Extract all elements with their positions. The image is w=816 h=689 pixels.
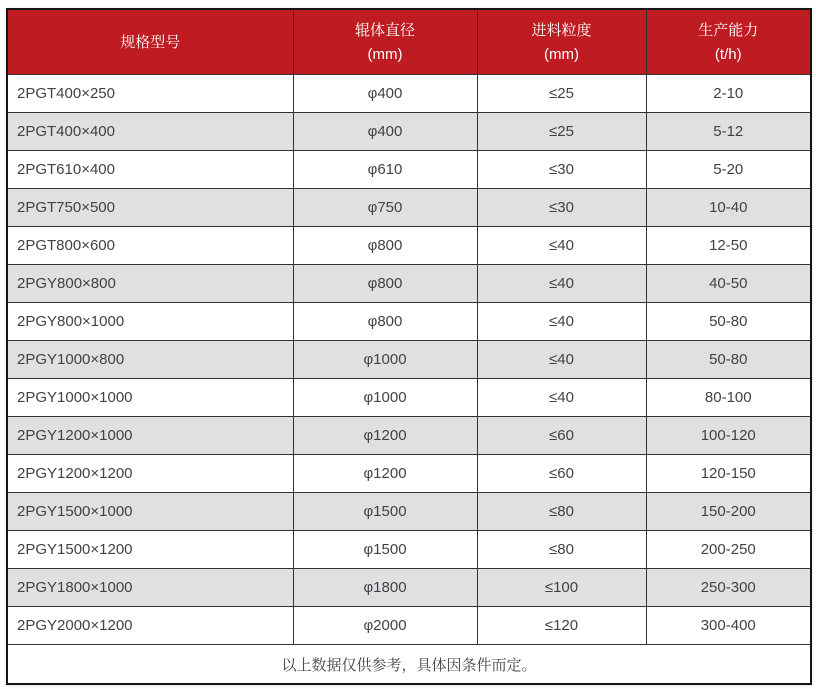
col-header-feed-size-unit: (mm)	[544, 45, 579, 63]
table-row	[7, 607, 811, 645]
value-cell: ≤30	[477, 189, 646, 227]
table-row	[7, 455, 811, 493]
value-cell: ≤100	[477, 569, 646, 607]
value-cell: φ400	[293, 113, 477, 151]
value-cell: 250-300	[646, 569, 811, 607]
value-cell: φ800	[293, 303, 477, 341]
value-cell: 40-50	[646, 265, 811, 303]
table-row	[7, 493, 811, 531]
spec-table-head	[7, 9, 811, 75]
model-cell: 2PGY2000×1200	[7, 607, 293, 645]
table-row	[7, 151, 811, 189]
model-cell: 2PGY1500×1200	[7, 531, 293, 569]
value-cell: φ1000	[293, 379, 477, 417]
value-cell: ≤25	[477, 113, 646, 151]
value-cell: 5-20	[646, 151, 811, 189]
value-cell: ≤40	[477, 265, 646, 303]
value-cell: 120-150	[646, 455, 811, 493]
table-row	[7, 75, 811, 113]
model-cell: 2PGY1200×1200	[7, 455, 293, 493]
value-cell: 5-12	[646, 113, 811, 151]
value-cell: φ1000	[293, 341, 477, 379]
table-header-row	[7, 9, 811, 75]
value-cell: φ610	[293, 151, 477, 189]
model-cell: 2PGY1500×1000	[7, 493, 293, 531]
spec-table-body	[7, 75, 811, 645]
model-cell: 2PGY1800×1000	[7, 569, 293, 607]
value-cell: 100-120	[646, 417, 811, 455]
col-header-capacity	[646, 9, 811, 75]
col-header-model	[7, 9, 293, 75]
table-row	[7, 379, 811, 417]
col-header-capacity-label: 生产能力	[698, 21, 759, 39]
table-row	[7, 569, 811, 607]
model-cell: 2PGT800×600	[7, 227, 293, 265]
spec-table-container	[6, 8, 812, 685]
model-cell: 2PGY800×800	[7, 265, 293, 303]
spec-table	[6, 8, 812, 685]
value-cell: ≤120	[477, 607, 646, 645]
value-cell: 200-250	[646, 531, 811, 569]
col-header-model-label: 规格型号	[120, 33, 181, 51]
col-header-roller-diameter-unit: (mm)	[367, 45, 403, 63]
value-cell: φ1800	[293, 569, 477, 607]
value-cell: 50-80	[646, 303, 811, 341]
value-cell: ≤30	[477, 151, 646, 189]
value-cell: ≤40	[477, 341, 646, 379]
value-cell: 50-80	[646, 341, 811, 379]
value-cell: 150-200	[646, 493, 811, 531]
col-header-feed-size-label: 进料粒度	[531, 21, 592, 39]
table-row	[7, 113, 811, 151]
col-header-roller-diameter-label: 辊体直径	[354, 21, 415, 39]
table-row	[7, 227, 811, 265]
value-cell: φ800	[293, 265, 477, 303]
value-cell: φ1500	[293, 493, 477, 531]
col-header-feed-size	[477, 9, 646, 75]
model-cell: 2PGY800×1000	[7, 303, 293, 341]
value-cell: 10-40	[646, 189, 811, 227]
table-row	[7, 341, 811, 379]
value-cell: ≤80	[477, 531, 646, 569]
model-cell: 2PGY1000×800	[7, 341, 293, 379]
value-cell: ≤60	[477, 455, 646, 493]
value-cell: φ750	[293, 189, 477, 227]
table-row	[7, 531, 811, 569]
value-cell: ≤40	[477, 379, 646, 417]
value-cell: φ1200	[293, 455, 477, 493]
value-cell: φ1200	[293, 417, 477, 455]
model-cell: 2PGT400×250	[7, 75, 293, 113]
value-cell: ≤25	[477, 75, 646, 113]
value-cell: ≤80	[477, 493, 646, 531]
value-cell: 80-100	[646, 379, 811, 417]
table-row	[7, 303, 811, 341]
footer-note: 以上数据仅供参考，具体因条件而定。	[7, 645, 811, 685]
table-row	[7, 189, 811, 227]
col-header-roller-diameter	[293, 9, 477, 75]
table-row	[7, 417, 811, 455]
model-cell: 2PGT610×400	[7, 151, 293, 189]
col-header-capacity-unit: (t/h)	[714, 45, 742, 63]
value-cell: ≤60	[477, 417, 646, 455]
spec-table-foot	[7, 645, 811, 685]
model-cell: 2PGT750×500	[7, 189, 293, 227]
value-cell: ≤40	[477, 227, 646, 265]
value-cell: ≤40	[477, 303, 646, 341]
model-cell: 2PGT400×400	[7, 113, 293, 151]
table-row	[7, 265, 811, 303]
value-cell: 12-50	[646, 227, 811, 265]
value-cell: φ1500	[293, 531, 477, 569]
value-cell: 2-10	[646, 75, 811, 113]
value-cell: φ2000	[293, 607, 477, 645]
value-cell: φ400	[293, 75, 477, 113]
model-cell: 2PGY1200×1000	[7, 417, 293, 455]
footer-row	[7, 645, 811, 685]
value-cell: 300-400	[646, 607, 811, 645]
model-cell: 2PGY1000×1000	[7, 379, 293, 417]
value-cell: φ800	[293, 227, 477, 265]
